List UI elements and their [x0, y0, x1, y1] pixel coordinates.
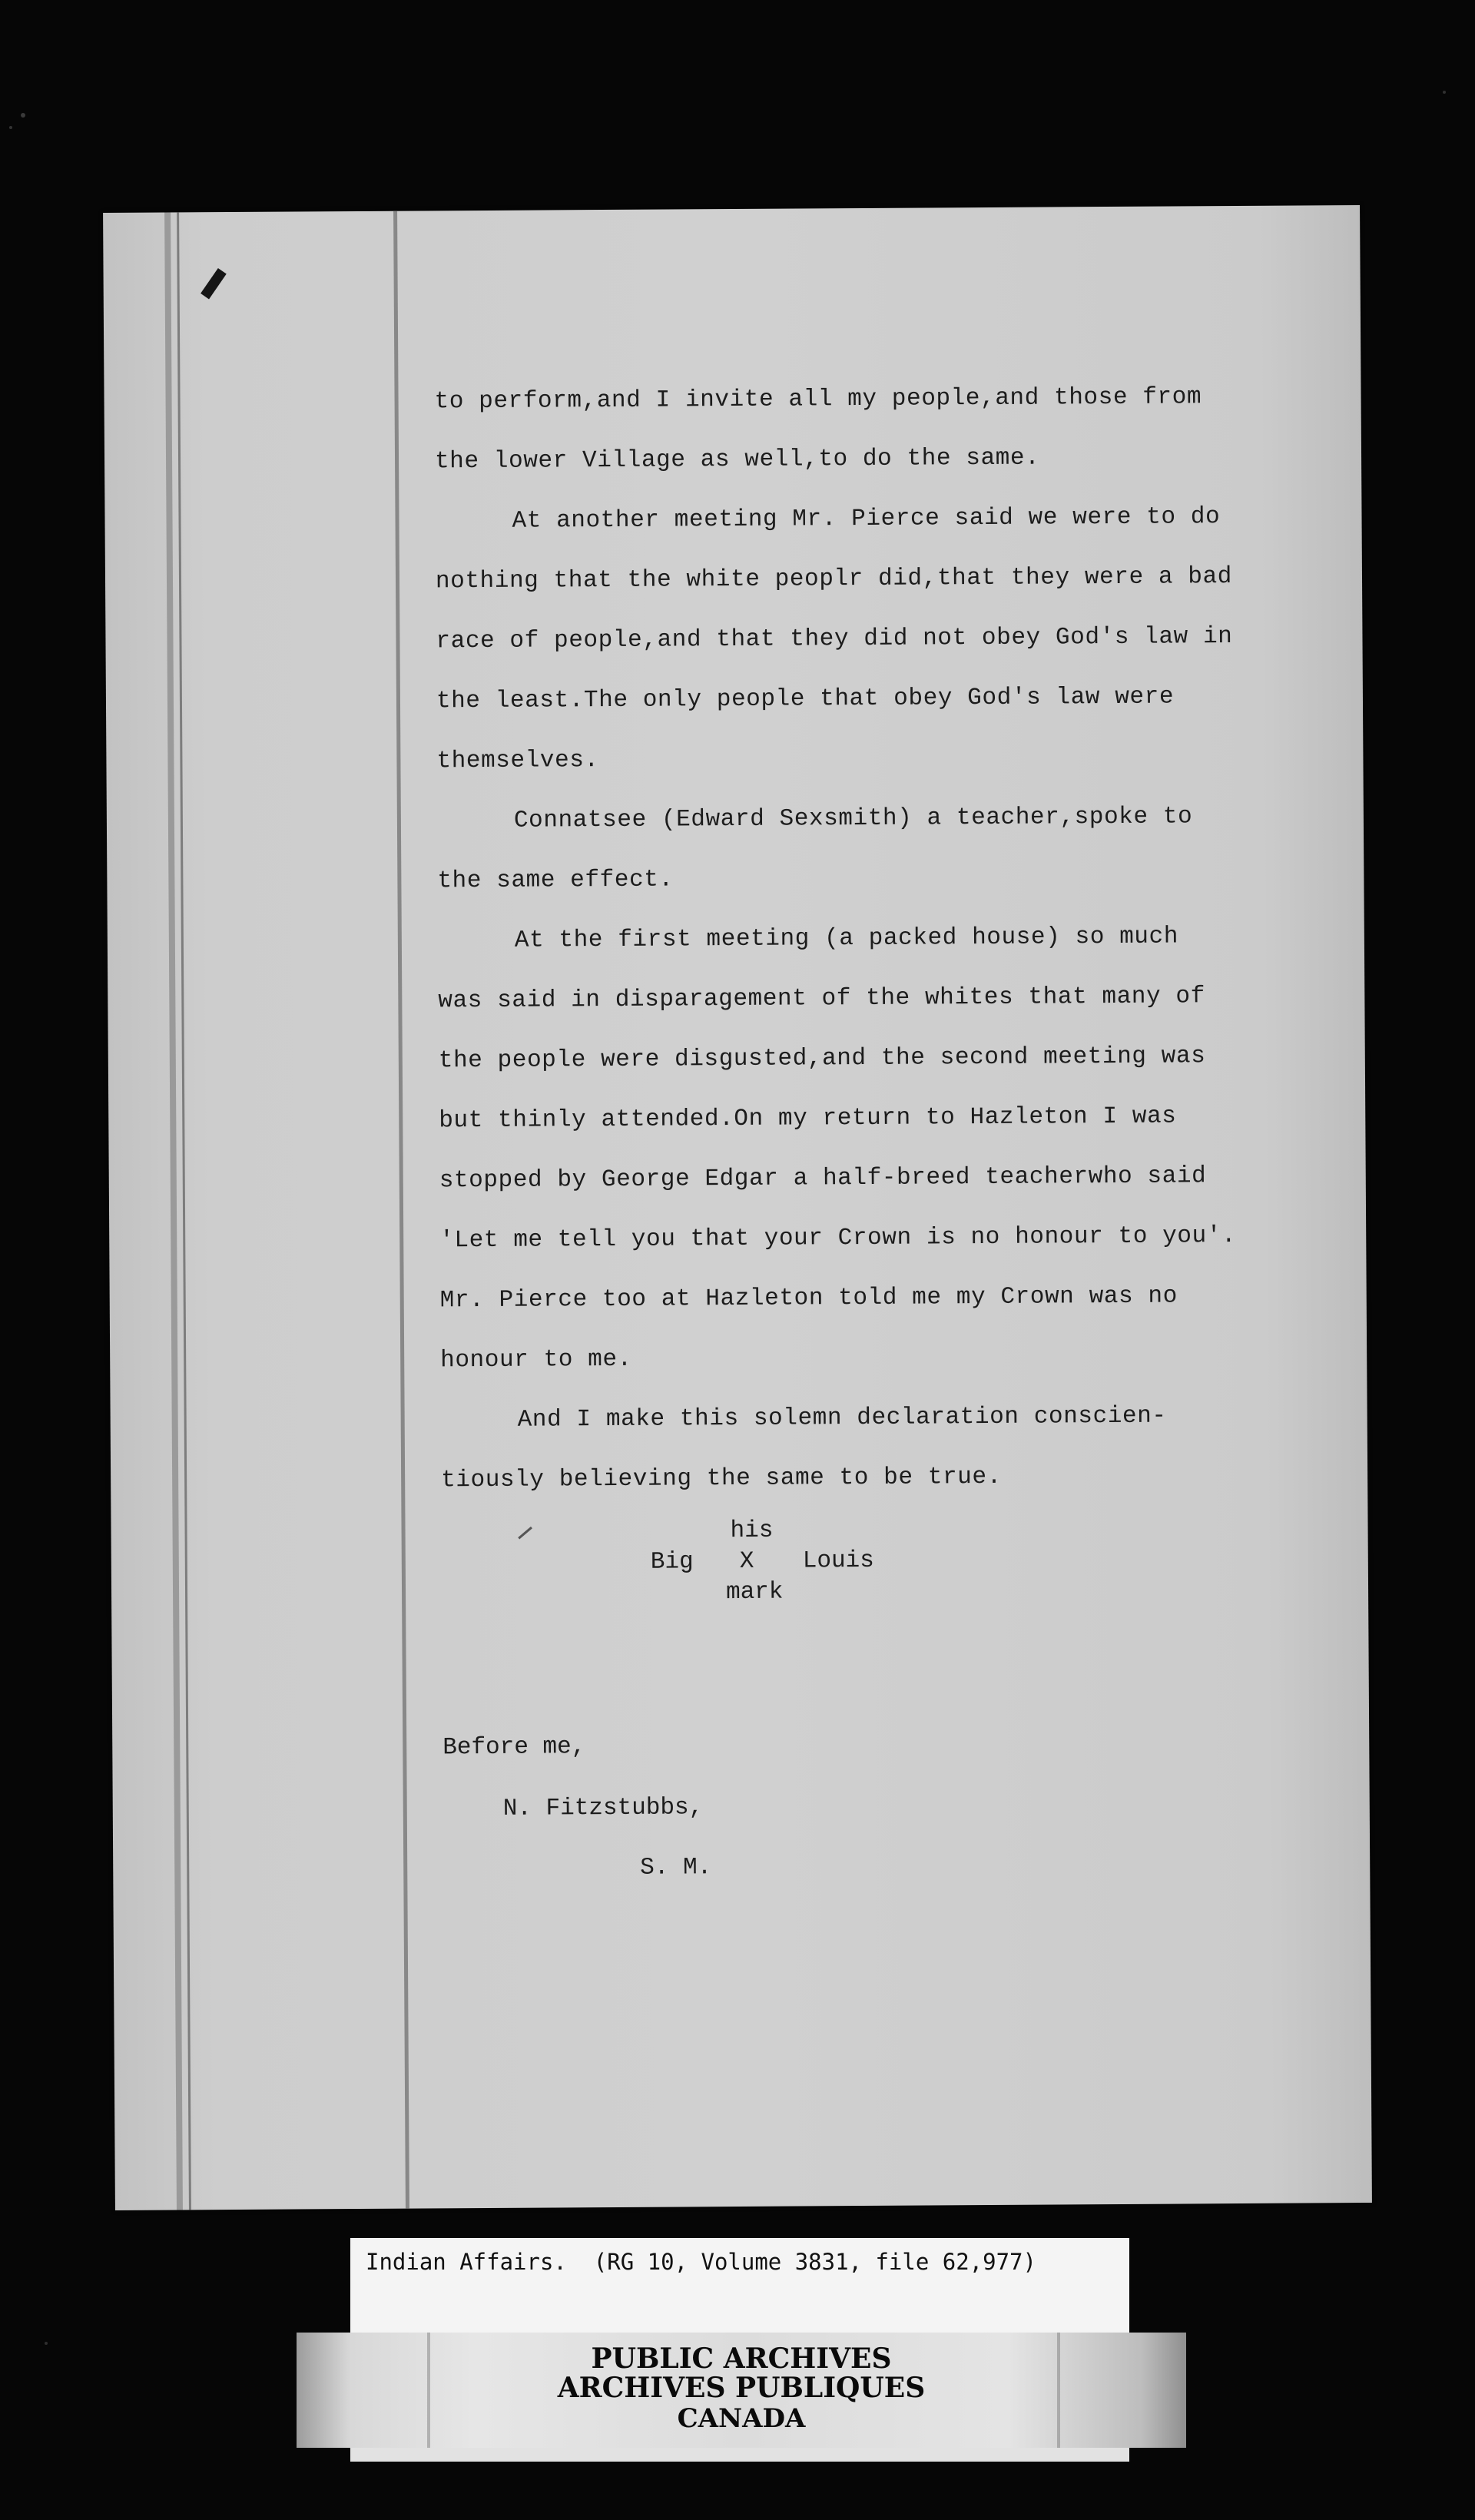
stamp-line-3: CANADA	[677, 2403, 806, 2434]
text-line: honour to me.	[440, 1345, 632, 1374]
text-line: 'Let me tell you that your Crown is no honour to you'.	[439, 1222, 1237, 1255]
document-page	[103, 205, 1372, 2210]
text-line: themselves.	[436, 747, 599, 775]
signature-his: his	[730, 1517, 774, 1545]
text-line: At the first meeting (a packed house) so much	[514, 923, 1179, 954]
archival-reference-slip	[350, 2238, 1129, 2333]
signature-x-mark: X	[739, 1547, 754, 1575]
pencil-tick	[518, 1527, 532, 1540]
text-line: the people were disgusted,and the second meeting was	[438, 1043, 1206, 1075]
text-line: was said in disparagement of the whites that many of	[438, 983, 1205, 1015]
ink-blot-icon: ❚	[194, 260, 236, 304]
slip-bottom-edge	[350, 2448, 1129, 2462]
text-line: the least.The only people that obey God's law were	[436, 683, 1175, 715]
text-line: but thinly attended.On my return to Hazleton I was	[439, 1102, 1177, 1135]
margin-rule-text	[393, 211, 409, 2209]
reference-text: Indian Affairs. (RG 10, Volume 3831, file 62,977)	[366, 2249, 1036, 2275]
signature-last-name: Louis	[802, 1547, 874, 1575]
text-line: to perform,and I invite all my people,and those from	[434, 383, 1202, 416]
stamp-line-2: ARCHIVES PUBLIQUES	[557, 2372, 926, 2404]
text-line: Mr. Pierce too at Hazleton told me my Crown was no	[439, 1282, 1178, 1315]
stamp-line-1: PUBLIC ARCHIVES	[591, 2343, 892, 2375]
witness-title: S. M.	[640, 1854, 712, 1882]
witness-before: Before me,	[442, 1733, 586, 1762]
text-line: the lower Village as well,to do the same.	[434, 444, 1040, 476]
text-line: At another meeting Mr. Pierce said we were to do	[512, 503, 1221, 535]
witness-name: N. Fitzstubbs,	[502, 1794, 704, 1822]
signature-first-name: Big	[650, 1548, 694, 1576]
text-line: Connatsee (Edward Sexsmith) a teacher,spoke to	[513, 803, 1193, 834]
text-line: nothing that the white peoplr did,that they were a bad	[435, 563, 1233, 595]
signature-mark-label: mark	[725, 1578, 784, 1606]
declaration-body	[434, 366, 1363, 1510]
text-line: race of people,and that they did not obey God's law in	[436, 623, 1233, 655]
text-line: tiously believing the same to be true.	[441, 1463, 1002, 1494]
text-line: the same effect.	[437, 866, 674, 895]
text-line: And I make this solemn declaration conscien-	[517, 1402, 1167, 1434]
text-line: stopped by George Edgar a half-breed teacherwho said	[439, 1162, 1207, 1195]
archives-stamp	[297, 2333, 1186, 2448]
